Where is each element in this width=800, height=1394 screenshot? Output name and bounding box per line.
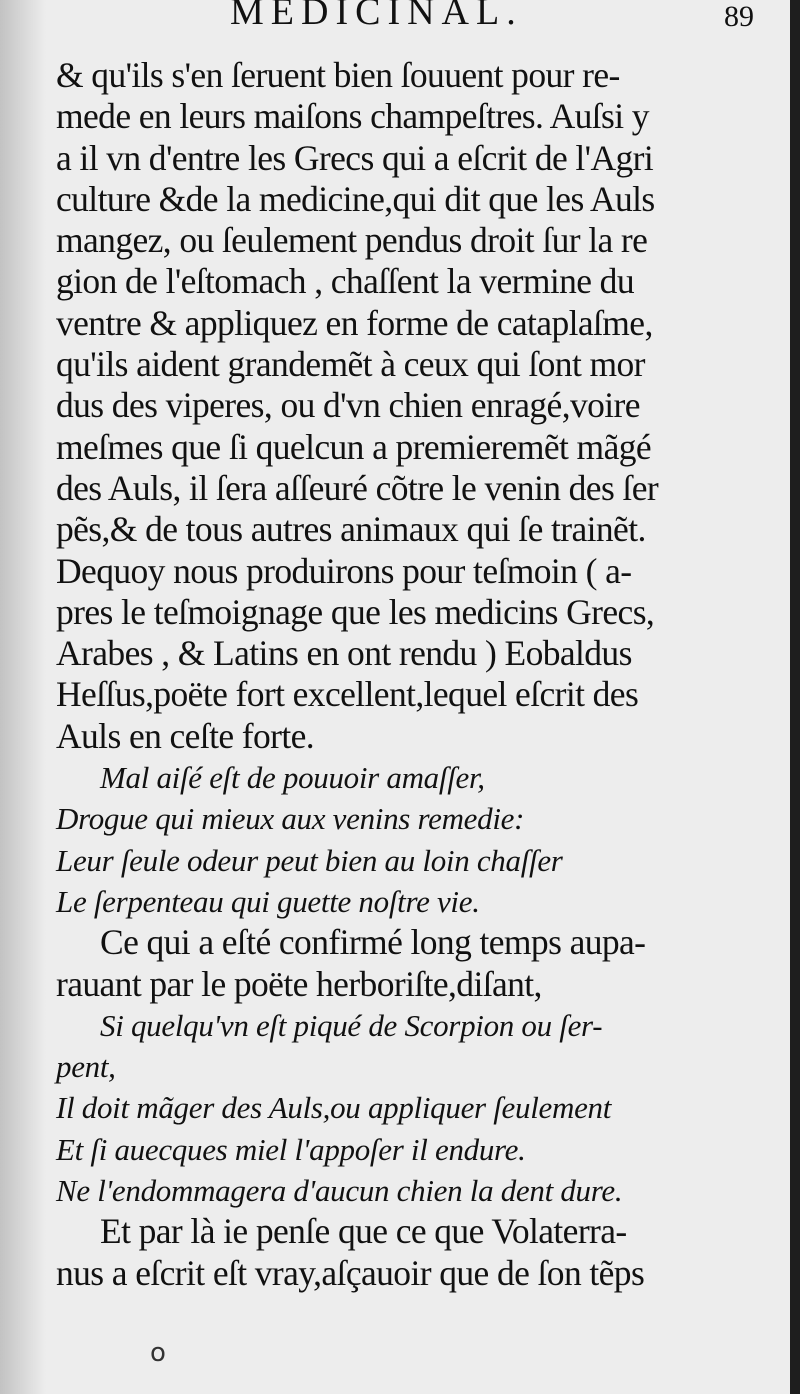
text-line: dus des viperes, ou d'vn chien enragé,voire	[56, 385, 640, 426]
verse-line: Il doit mãger des Auls,ou appliquer ſeulement	[56, 1090, 612, 1126]
text-line: gion de l'eſtomach , chaſſent la vermine du	[56, 261, 634, 302]
verse-line: Leur ſeule odeur peut bien au loin chaſſer	[56, 842, 563, 878]
running-title: MEDICINAL.	[230, 0, 523, 33]
text-line: qu'ils aident grandemẽt à ceux qui ſont mor	[56, 344, 645, 385]
text-line: rauant par le poëte herboriſte,diſant,	[56, 963, 542, 1004]
text-line: des Auls, il ſera aſſeuré cõtre le venin des ſer	[56, 467, 659, 508]
text-line: culture &de la medicine,qui dit que les Auls	[56, 178, 655, 219]
text-line: Dequoy nous produirons pour teſmoin ( a-	[56, 550, 632, 591]
verse-line: Le ſerpenteau qui guette noſtre vie.	[56, 883, 480, 919]
text-line: ventre & appliquez en forme de cataplaſme,	[56, 302, 653, 343]
verse-line: pent,	[56, 1049, 116, 1085]
verse-line: Mal aiſé eſt de pouuoir amaſſer,	[100, 760, 485, 796]
text-line: a il vn d'entre les Grecs qui a eſcrit de l'Agri	[56, 137, 654, 178]
text-line: mede en leurs maiſons champeſtres. Auſsi y	[56, 96, 649, 137]
page-number: 89	[724, 0, 754, 33]
text-line: Heſſus,poëte fort excellent,lequel eſcrit des	[56, 674, 639, 715]
text-line: mangez, ou ſeulement pendus droit ſur la re	[56, 220, 648, 261]
text-line: meſmes que ſi quelcun a premieremẽt mãgé	[56, 426, 652, 467]
text-line: Auls en ceſte forte.	[56, 715, 315, 756]
text-line: pẽs,& de tous autres animaux qui ſe trainẽt.	[56, 509, 646, 550]
verse-line: Si quelqu'vn eſt piqué de Scorpion ou ſer-	[100, 1007, 603, 1043]
footer-mark: o	[150, 1338, 166, 1368]
text-line: & qu'ils s'en ſeruent bien ſouuent pour re-	[56, 55, 620, 95]
text-line: Ce qui a eſté confirmé long temps aupa-	[100, 922, 646, 963]
page-text	[56, 55, 746, 1294]
verse-line: Et ſi auecques miel l'appoſer il endure.	[56, 1131, 526, 1167]
text-line: pres le teſmoignage que les medicins Grecs,	[56, 591, 655, 632]
verse-line: Drogue qui mieux aux venins remedie:	[56, 801, 525, 837]
text-line: Et par là ie penſe que ce que Volaterra-	[100, 1211, 627, 1252]
text-line: nus a eſcrit eſt vray,aſçauoir que de ſon tẽps	[56, 1252, 645, 1293]
verse-line: Ne l'endommagera d'aucun chien la dent dure.	[56, 1173, 623, 1209]
text-line: Arabes , & Latins en ont rendu ) Eobaldus	[56, 633, 632, 674]
